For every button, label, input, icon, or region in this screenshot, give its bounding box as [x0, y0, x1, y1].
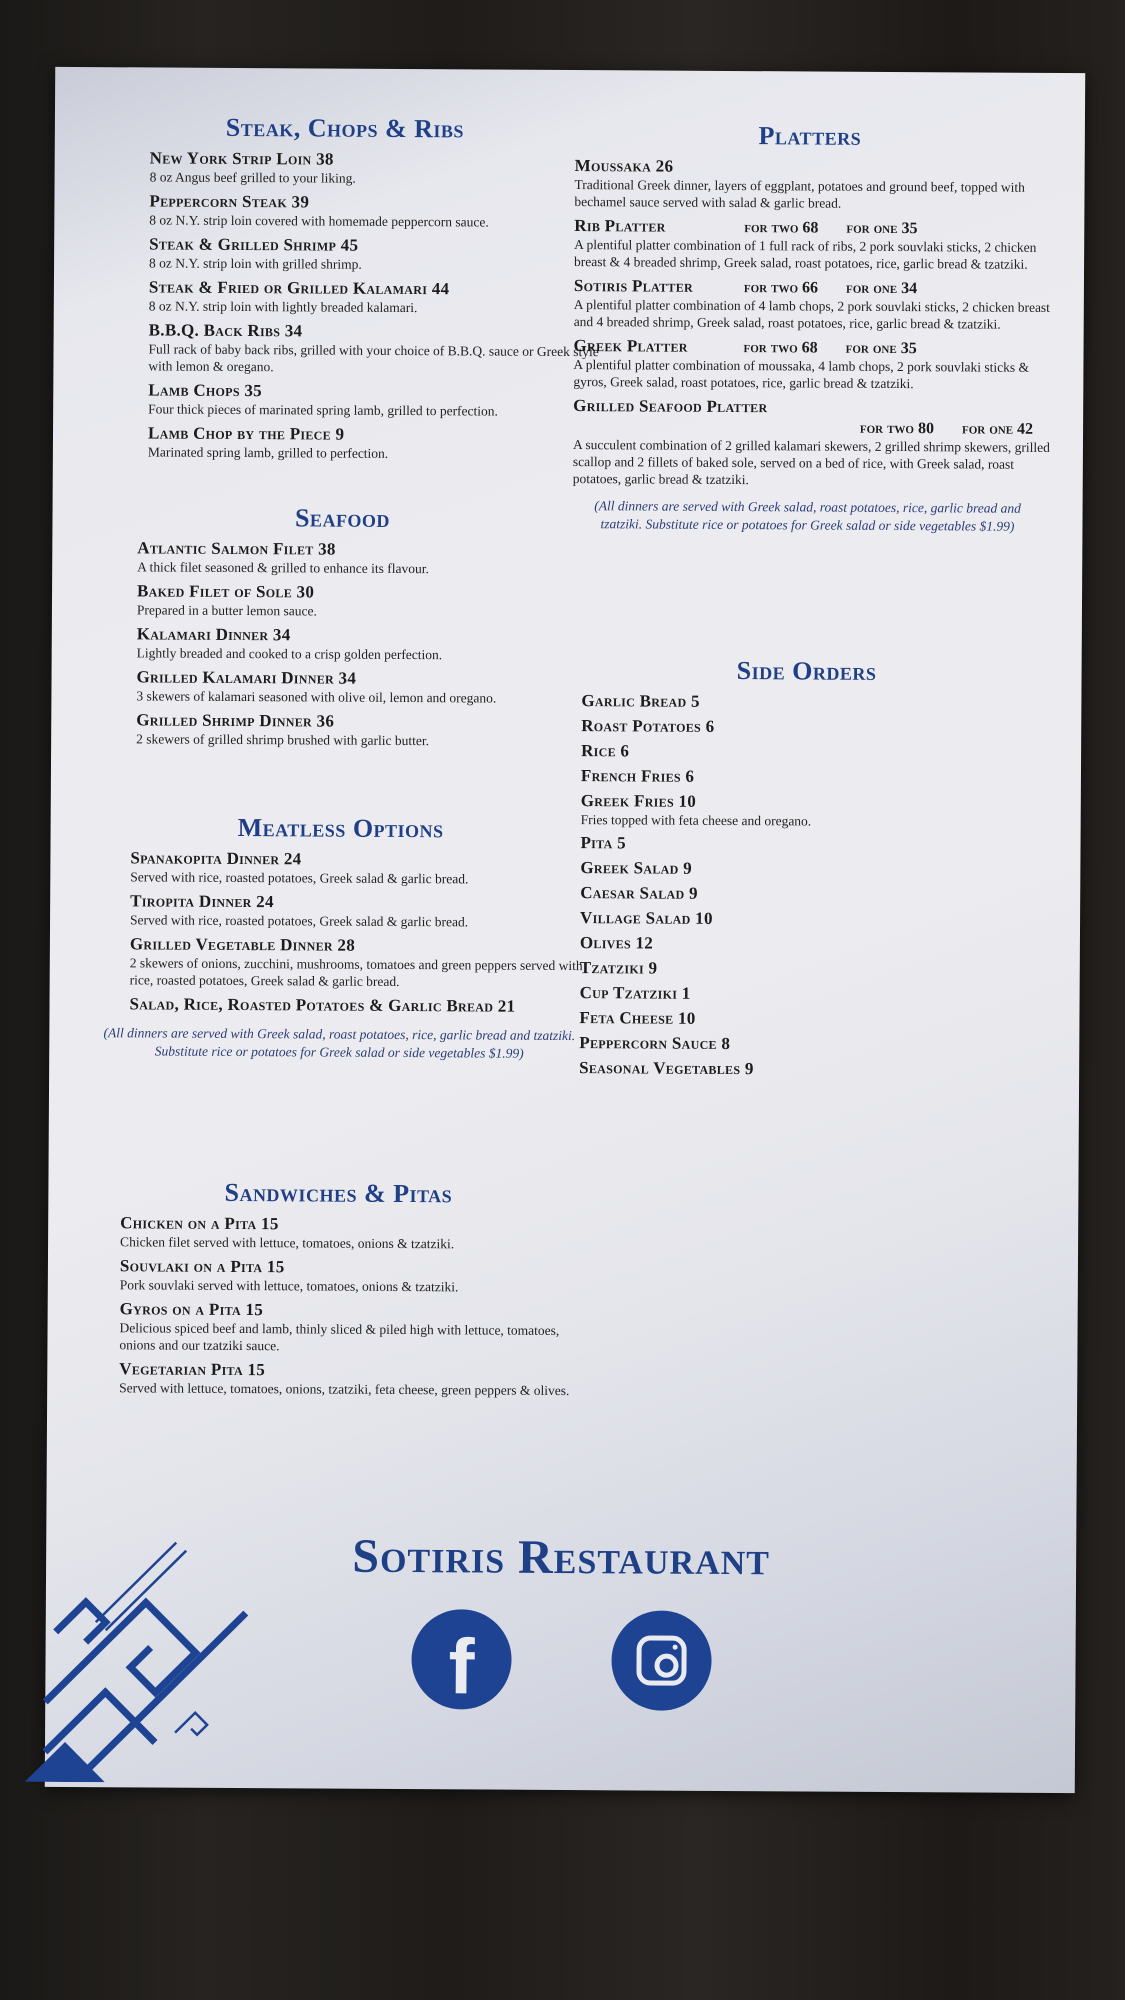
price-for-one: for one 35 [845, 339, 917, 358]
item-name: Garlic Bread 5 [581, 691, 700, 711]
list-item [580, 908, 1060, 931]
item-desc: A succulent combination of 2 grilled kalamari skewers, 2 grilled shrimp skewers, grilled scallop and 2 fillets of baked sole, served on a bed of rice, with Greek salad, roast potatoes, garlic bread & tzatziki. [572, 437, 1050, 488]
item-name: Steak & Grilled Shrimp 45 [149, 234, 359, 255]
list-item [149, 234, 604, 274]
item-name: Seasonal Vegetables 9 [579, 1058, 754, 1079]
list-item [579, 1058, 1059, 1081]
price-for-one: for one 34 [845, 279, 918, 298]
item-name: Greek Salad 9 [580, 858, 693, 878]
list-item [581, 691, 1061, 714]
list-item [580, 833, 1060, 856]
item-name: Gyros on a Pita 15 [119, 1299, 264, 1320]
meatless-section [79, 812, 601, 1063]
item-name: Grilled Vegetable Dinner 28 [129, 934, 356, 955]
item-name: Tiropita Dinner 24 [130, 891, 274, 912]
list-item [580, 983, 1060, 1006]
list-item [581, 741, 1061, 764]
item-desc: 8 oz N.Y. strip loin with grilled shrimp. [149, 255, 362, 272]
list-item [137, 624, 602, 664]
item-name: Grilled Kalamari Dinner 34 [136, 667, 357, 688]
item-name: Greek Fries 10 [580, 791, 697, 811]
item-desc: Prepared in a butter lemon sauce. [136, 602, 317, 619]
list-item [120, 1256, 578, 1296]
list-item [120, 1213, 578, 1253]
sandwiches-section [77, 1177, 598, 1405]
instagram-flash [673, 1645, 678, 1650]
item-desc: A plentiful platter combination of moussaka, 4 lamb chops, 2 pork souvlaki sticks & gyros, Greek salad, roast potatoes, rice, garlic bread & tzatziki. [573, 357, 1030, 392]
list-item [574, 276, 1054, 333]
list-item [581, 716, 1061, 739]
list-item [573, 396, 1054, 490]
sides-section [549, 655, 1062, 1086]
list-item [119, 1299, 577, 1356]
item-name: Rib Platter [574, 216, 666, 236]
price-for-two: for two 68 [744, 219, 819, 237]
item-name: Vegetarian Pita 15 [119, 1359, 266, 1380]
list-item [580, 858, 1060, 881]
item-name: Rice 6 [581, 741, 630, 761]
item-name: Greek Platter [573, 336, 688, 356]
list-item [574, 156, 1054, 213]
list-item [137, 538, 602, 578]
section-title: Meatless Options [237, 812, 444, 844]
list-item [581, 766, 1061, 789]
item-desc: 8 oz Angus beef grilled to your liking. [149, 169, 356, 186]
price-for-two: for two 68 [743, 339, 818, 357]
list-item [579, 1033, 1059, 1056]
item-desc: Served with rice, roasted potatoes, Greek salad & garlic bread. [130, 869, 469, 887]
item-name: Souvlaki on a Pita 15 [119, 1256, 285, 1277]
item-desc: Delicious spiced beef and lamb, thinly sliced & piled high with lettuce, tomatoes, onions and our tzatziki sauce. [119, 1320, 560, 1354]
item-name: Pita 5 [580, 833, 626, 853]
list-item [580, 933, 1060, 956]
instagram-camera-body [636, 1635, 686, 1685]
list-item [574, 216, 1054, 273]
item-name: Steak & Fried or Grilled Kalamari 44 [148, 277, 450, 299]
list-item [149, 277, 604, 317]
list-item [148, 380, 603, 420]
list-item [130, 891, 595, 931]
list-item [148, 320, 603, 377]
item-desc: Lightly breaded and cooked to a crisp golden perfection. [136, 645, 443, 663]
item-desc: A plentiful platter combination of 4 lamb chops, 2 pork souvlaki sticks, 2 chicken breast and 4 breaded shrimp, Greek salad, roast potatoes, rice, garlic bread & tzatziki. [573, 297, 1051, 332]
item-name: New York Strip Loin 38 [149, 148, 334, 169]
item-name: Moussaka 26 [574, 156, 674, 176]
item-desc: Fries topped with feta cheese and oregano. [580, 812, 812, 829]
item-name: Lamb Chop by the Piece 9 [147, 423, 345, 444]
item-name: Roast Potatoes 6 [581, 716, 715, 736]
item-desc: Chicken filet served with lettuce, tomatoes, onions & tzatziki. [120, 1234, 455, 1252]
item-desc: Pork souvlaki served with lettuce, tomatoes, onions & tzatziki. [119, 1277, 459, 1295]
item-name: Atlantic Salmon Filet 38 [137, 538, 336, 559]
item-desc: Served with lettuce, tomatoes, onions, tzatziki, feta cheese, green peppers & olives. [119, 1380, 570, 1399]
item-name: Olives 12 [579, 933, 654, 953]
restaurant-name: Sotiris Restaurant [352, 1529, 771, 1586]
item-name: Grilled Seafood Platter [573, 396, 768, 417]
item-name: B.B.Q. Back Ribs 34 [148, 320, 303, 341]
item-name: Kalamari Dinner 34 [136, 624, 291, 645]
section-title: Platters [758, 121, 862, 151]
section-title: Side Orders [736, 656, 877, 686]
facebook-f-glyph: f [448, 1622, 475, 1711]
item-desc: Four thick pieces of marinated spring lamb, grilled to perfection. [148, 401, 498, 419]
list-item [129, 994, 594, 1017]
list-item [580, 883, 1060, 906]
price-for-two: for two 66 [743, 279, 819, 297]
price-for-one: for one 35 [846, 219, 918, 238]
item-desc: A plentiful platter combination of 1 full rack of ribs, 2 pork souvlaki sticks, 2 chicken breast & 4 breaded shrimp, Greek salad, roast potatoes, rice, garlic bread & tzatziki. [574, 237, 1037, 272]
list-item [137, 581, 602, 621]
section-title: Steak, Chops & Ribs [225, 112, 465, 144]
item-name: Caesar Salad 9 [580, 883, 698, 903]
menu-page [45, 67, 1085, 1793]
item-desc: 8 oz N.Y. strip loin covered with homemade peppercorn sauce. [149, 212, 489, 230]
instagram-lens [654, 1654, 678, 1678]
item-name: Tzatziki 9 [579, 958, 658, 978]
list-item [136, 710, 601, 750]
item-desc: 8 oz N.Y. strip loin with lightly breaded kalamari. [148, 298, 418, 316]
list-item [581, 791, 1061, 831]
list-item [148, 423, 603, 463]
item-name: French Fries 6 [580, 766, 695, 786]
item-name: Spanakopita Dinner 24 [130, 848, 302, 869]
list-item [130, 934, 595, 991]
item-desc: Marinated spring lamb, grilled to perfection. [147, 444, 389, 461]
item-name: Salad, Rice, Roasted Potatoes & Garlic Bread 21 [129, 994, 516, 1016]
item-desc: 2 skewers of grilled shrimp brushed with garlic butter. [136, 731, 430, 749]
instagram-icon[interactable] [611, 1610, 712, 1711]
dinner-note: (All dinners are served with Greek salad, roast potatoes, rice, garlic bread and tzatziki. Substitute rice or potatoes for Greek salad or side vegetables $1.99) [103, 1025, 576, 1061]
dinner-note: (All dinners are served with Greek salad, roast potatoes, rice, garlic bread and tzatziki. Substitute rice or potatoes for Greek salad or side vegetables $1.99) [594, 498, 1021, 534]
list-item [130, 848, 595, 888]
list-item [119, 1359, 577, 1399]
seafood-section [81, 502, 603, 756]
item-desc: A thick filet seasoned & grilled to enhance its flavour. [137, 559, 429, 577]
item-name: Feta Cheese 10 [579, 1008, 696, 1028]
item-name: Chicken on a Pita 15 [120, 1213, 279, 1234]
price-for-two: for two 80 [859, 419, 935, 438]
item-name: Peppercorn Sauce 8 [579, 1033, 731, 1054]
section-title: Sandwiches & Pitas [224, 1177, 453, 1209]
item-desc: 3 skewers of kalamari seasoned with olive oil, lemon and oregano. [136, 688, 497, 706]
item-name: Peppercorn Steak 39 [149, 191, 310, 212]
list-item [149, 191, 604, 231]
facebook-icon[interactable] [411, 1609, 512, 1710]
item-name: Lamb Chops 35 [148, 380, 263, 401]
platters-section [552, 120, 1065, 536]
list-item [136, 667, 601, 707]
item-desc: Served with rice, roasted potatoes, Greek salad & garlic bread. [130, 912, 469, 930]
item-desc: Full rack of baby back ribs, grilled with your choice of B.B.Q. sauce or Greek style with lemon & oregano. [148, 341, 599, 375]
item-name: Baked Filet of Sole 30 [137, 581, 315, 602]
item-name: Village Salad 10 [580, 908, 713, 928]
item-desc: 2 skewers of onions, zucchini, mushrooms, tomatoes and green peppers served with rice, roasted potatoes, Greek salad & garlic bread. [129, 955, 583, 989]
item-name: Sotiris Platter [573, 276, 694, 296]
list-item [573, 336, 1053, 393]
list-item [580, 958, 1060, 981]
right-column [555, 70, 1065, 1079]
list-item [579, 1008, 1059, 1031]
item-name: Grilled Shrimp Dinner 36 [136, 710, 335, 731]
section-title: Seafood [294, 503, 391, 533]
price-for-one: for one 42 [961, 420, 1034, 438]
item-name: Cup Tzatziki 1 [579, 983, 691, 1003]
list-item [150, 148, 605, 188]
steak-section [83, 112, 605, 469]
item-desc: Traditional Greek dinner, layers of eggplant, potatoes and ground beef, topped with bechamel sauce served with salad & garlic bread. [574, 177, 1025, 211]
